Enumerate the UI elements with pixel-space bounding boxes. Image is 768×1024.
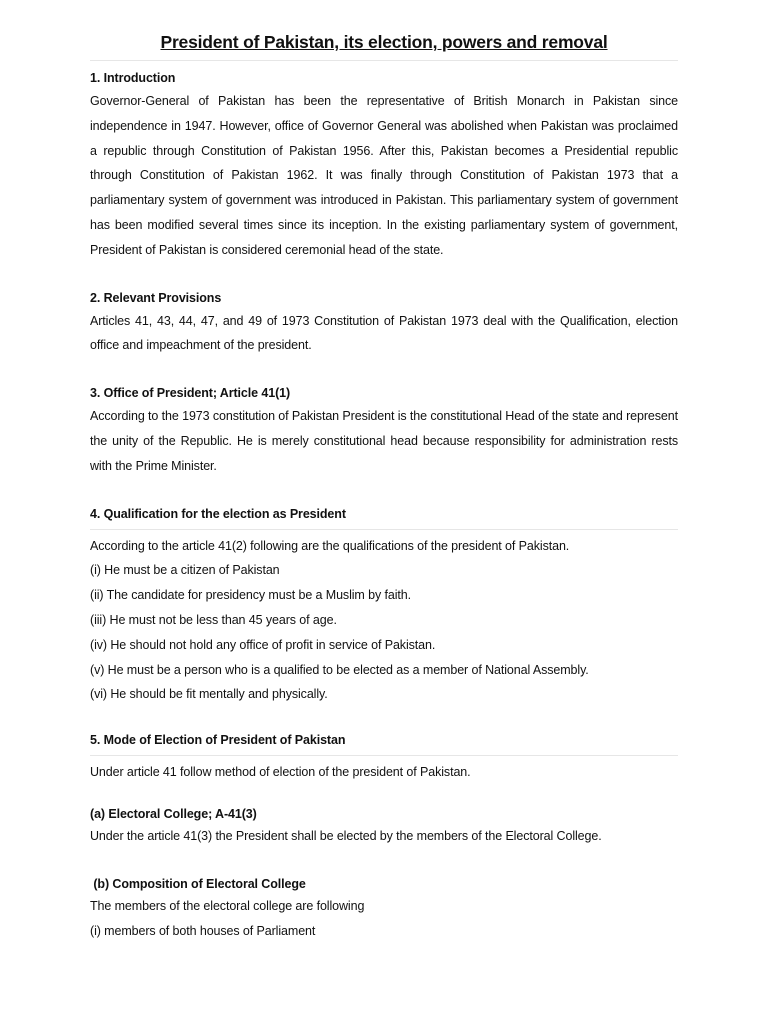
section-heading-mode-of-election: 5. Mode of Election of President of Pakistan <box>90 733 346 748</box>
qualification-list <box>90 558 678 707</box>
section-divider-mode-of-election <box>90 755 678 756</box>
section-heading-relevant-provisions: 2. Relevant Provisions <box>90 290 222 305</box>
title-divider <box>90 60 678 61</box>
document-title: President of Pakistan, its election, powers and removal <box>160 32 608 52</box>
subsection-heading-composition: (b) Composition of Electoral College <box>90 876 306 891</box>
list-item: (ii) The candidate for presidency must be a Muslim by faith. <box>90 588 411 603</box>
subsection-intro-composition: The members of the electoral college are following <box>90 898 365 913</box>
section-body-introduction: Governor-General of Pakistan has been the representative of British Monarch in Pakistan since independence in 1947. However, office of Governor General was abolished when Pakistan was proclaimed a republic through Constitution of Pakistan 1956. After this, Pakistan becomes a Presidential republic through Constitution of Pakistan 1962. It was finally through Constitution of Pakistan 1973 that a parliamentary system of government was introduced in Pakistan. This parliamentary system of government has been modified several times since its inception. In the existing parliamentary system of government, President of Pakistan is considered ceremonial head of the state. <box>90 94 678 257</box>
section-heading-introduction: 1. Introduction <box>90 71 176 85</box>
section-intro-qualification: According to the article 41(2) following are the qualifications of the president of Pakistan. <box>90 538 570 553</box>
list-item: (iii) He must not be less than 45 years of age. <box>90 612 337 627</box>
section-body-relevant-provisions: Articles 41, 43, 44, 47, and 49 of 1973 Constitution of Pakistan 1973 deal with the Qualification, election office and impeachment of the president. <box>90 313 678 353</box>
section-heading-qualification: 4. Qualification for the election as President <box>90 506 346 521</box>
section-intro-mode-of-election: Under article 41 follow method of election of the president of Pakistan. <box>90 765 471 780</box>
document-page <box>90 30 678 943</box>
list-item: (v) He must be a person who is a qualified to be elected as a member of National Assembly. <box>90 662 589 677</box>
list-item: (i) He must be a citizen of Pakistan <box>90 563 280 578</box>
composition-list <box>90 919 678 944</box>
subsection-body-electoral-college: Under the article 41(3) the President shall be elected by the members of the Electoral College. <box>90 828 602 843</box>
section-divider-qualification <box>90 529 678 530</box>
subsection-heading-electoral-college: (a) Electoral College; A-41(3) <box>90 806 257 821</box>
list-item: (iv) He should not hold any office of profit in service of Pakistan. <box>90 637 436 652</box>
section-heading-office-of-president: 3. Office of President; Article 41(1) <box>90 386 291 401</box>
section-body-office-of-president: According to the 1973 constitution of Pakistan President is the constitutional Head of the state and represent the unity of the Republic. He is merely constitutional head because responsibility for administration rests with the Prime Minister. <box>90 409 678 473</box>
list-item: (vi) He should be fit mentally and physically. <box>90 687 328 702</box>
list-item: (i) members of both houses of Parliament <box>90 923 316 938</box>
